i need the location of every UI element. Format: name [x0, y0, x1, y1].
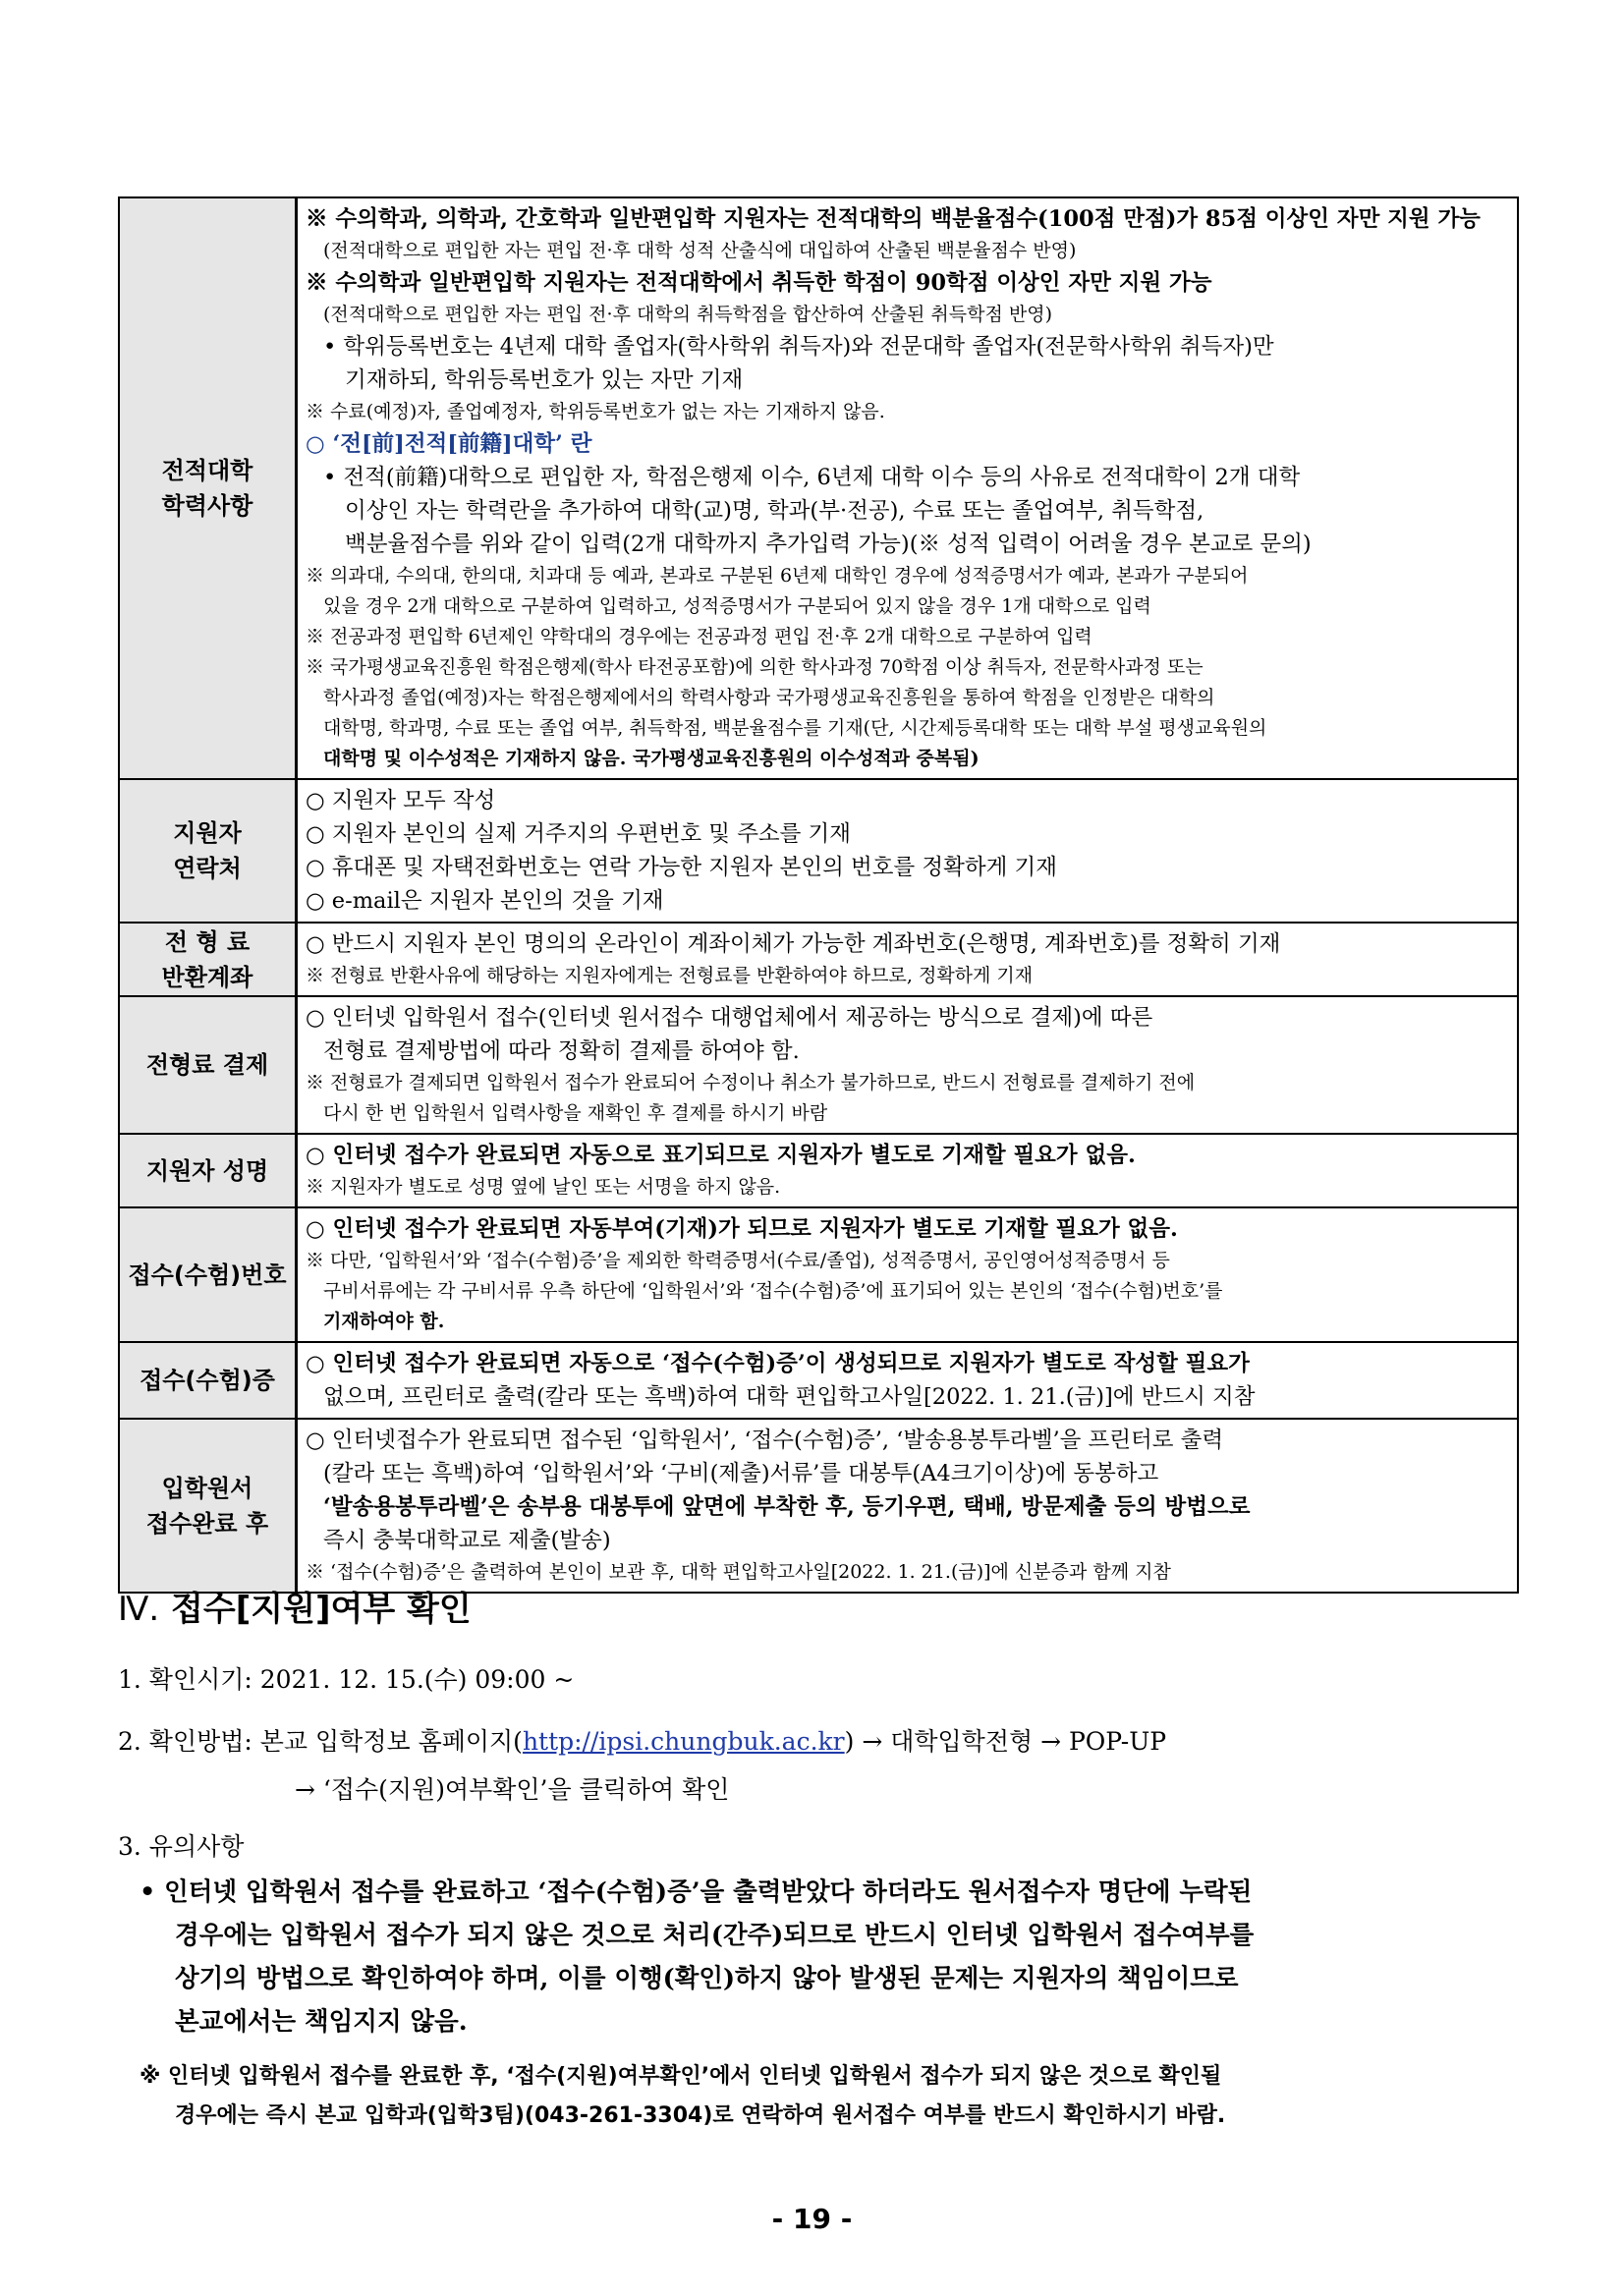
- row-content-exam-number: [297, 1207, 1519, 1342]
- application-guide-table: [118, 196, 1519, 1594]
- final-note-line: ※ 인터넷 입학원서 접수를 완료한 후, ‘접수(지원)여부확인’에서 인터넷 입학원서 접수가 되지 않은 것으로 확인될: [140, 2064, 1222, 2089]
- check-date-value: 2021. 12. 15.(수) 09:00 ~: [259, 1665, 575, 1694]
- precaution-line: 상기의 방법으로 확인하여야 하며, 이를 이행(확인)하지 않아 발생된 문제는 지원자의 책임이므로: [175, 1964, 1239, 1993]
- note-line: ※ 수료(예정)자, 졸업예정자, 학위등록번호가 없는 자는 기재하지 않음.: [306, 401, 885, 422]
- subheading-prior-prior-college: ○ ‘전[前]전적[前籍]대학’ 란: [306, 431, 592, 457]
- note-line: ※ 수의학과, 의학과, 간호학과 일반편입학 지원자는 전적대학의 백분율점수(100점 만점)가 85점 이상인 자만 지원 가능: [306, 206, 1481, 232]
- note-line: 다시 한 번 입학원서 입력사항을 재확인 후 결제를 하시기 바람: [323, 1102, 828, 1124]
- list-item: 즉시 충북대학교로 제출(발송): [323, 1528, 611, 1553]
- note-line: ※ 전형료 반환사유에 해당하는 지원자에게는 전형료를 반환하여야 하므로, 정확하게 기재: [306, 965, 1034, 986]
- check-date-label: 1. 확인시기:: [118, 1665, 252, 1694]
- page-number: - 19 -: [771, 2203, 853, 2235]
- row-content-contact: [297, 779, 1519, 923]
- note-line: ※ ‘접수(수험)증’은 출력하여 본인이 보관 후, 대학 편입학고사일[2022. 1. 21.(금)]에 신분증과 함께 지참: [306, 1561, 1171, 1583]
- row-header-fee-payment: 전형료 결제: [119, 996, 297, 1134]
- list-item: ○ 반드시 지원자 본인 명의의 온라인이 계좌이체가 가능한 계좌번호(은행명, 계좌번호)를 정확히 기재: [306, 931, 1281, 957]
- table-row-after-submission: [119, 1419, 1518, 1593]
- list-item: 전형료 결제방법에 따라 정확히 결제를 하여야 함.: [323, 1038, 800, 1064]
- check-method-line-2: → ‘접수(지원)여부확인’을 클릭하여 확인: [295, 1775, 730, 1804]
- section-number: Ⅳ.: [118, 1590, 160, 1629]
- table-row-exam-number: [119, 1207, 1518, 1342]
- table-row-exam-ticket: [119, 1342, 1518, 1419]
- row-header-prior-education: 전적대학 학력사항: [119, 197, 297, 779]
- list-item: ○ 인터넷 접수가 완료되면 자동부여(기재)가 되므로 지원자가 별도로 기재할 필요가 없음.: [306, 1216, 1178, 1242]
- precautions-label: 3. 유의사항: [118, 1832, 245, 1861]
- section-title: 접수[지원]여부 확인: [171, 1590, 472, 1629]
- row-header-contact: 지원자 연락처: [119, 779, 297, 923]
- table-row-applicant-name: [119, 1134, 1518, 1207]
- precaution-line: 경우에는 입학원서 접수가 되지 않은 것으로 처리(간주)되므로 반드시 인터넷 입학원서 접수여부를: [175, 1921, 1255, 1950]
- list-item: ○ 인터넷접수가 완료되면 접수된 ‘입학원서’, ‘접수(수험)증’, ‘발송용봉투라벨’을 프린터로 출력: [306, 1428, 1224, 1453]
- section-heading: [118, 1582, 472, 1630]
- note-line: (전적대학으로 편입한 자는 편입 전·후 대학 성적 산출식에 대입하여 산출된 백분율점수 반영): [323, 240, 1077, 261]
- list-item: ‘발송용봉투라벨’은 송부용 대봉투에 앞면에 부착한 후, 등기우편, 택배, 방문제출 등의 방법으로: [323, 1494, 1251, 1520]
- table-row-fee-payment: [119, 996, 1518, 1134]
- check-date-line: [118, 1660, 574, 1696]
- bullet-line: • 전적(前籍)대학으로 편입한 자, 학점은행제 이수, 6년제 대학 이수 등의 사유로 전적대학이 2개 대학: [323, 465, 1301, 490]
- note-line: 구비서류에는 각 구비서류 우측 하단에 ‘입학원서’와 ‘접수(수험)증’에 표기되어 있는 본인의 ‘접수(수험)번호’를: [323, 1280, 1223, 1302]
- note-line: ※ 지원자가 별도로 성명 옆에 날인 또는 서명을 하지 않음.: [306, 1176, 781, 1198]
- table-row-refund-account: [119, 923, 1518, 996]
- note-line: ※ 국가평생교육진흥원 학점은행제(학사 타전공포함)에 의한 학사과정 70학점 이상 취득자, 전문학사과정 또는: [306, 656, 1204, 678]
- list-item: ○ 지원자 본인의 실제 거주지의 우편번호 및 주소를 기재: [306, 821, 852, 847]
- note-line: 기재하여야 함.: [323, 1311, 445, 1332]
- list-item: ○ 인터넷 접수가 완료되면 자동으로 표기되므로 지원자가 별도로 기재할 필요가 없음.: [306, 1143, 1136, 1168]
- note-line: 대학명, 학과명, 수료 또는 졸업 여부, 취득학점, 백분율점수를 기재(단, 시간제등록대학 또는 대학 부설 평생교육원의: [323, 717, 1267, 739]
- final-note-line: 경우에는 즉시 본교 입학과(입학3팀)(043-261-3304)로 연락하여 원서접수 여부를 반드시 확인하시기 바람.: [175, 2103, 1226, 2128]
- check-method-line: 2. 확인방법: 본교 입학정보 홈페이지(http://ipsi.chungbuk.ac.kr) → 대학입학전형 → POP-UP: [118, 1727, 1167, 1756]
- note-line: 학사과정 졸업(예정)자는 학점은행제에서의 학력사항과 국가평생교육진흥원을 통하여 학점을 인정받은 대학의: [323, 687, 1215, 708]
- list-item: ○ 인터넷 입학원서 접수(인터넷 원서접수 대행업체에서 제공하는 방식으로 결제)에 따른: [306, 1005, 1153, 1031]
- row-header-after-submission: 입학원서 접수완료 후: [119, 1419, 297, 1593]
- note-line: ※ 의과대, 수의대, 한의대, 치과대 등 예과, 본과로 구분된 6년제 대학인 경우에 성적증명서가 예과, 본과가 구분되어: [306, 565, 1249, 587]
- admission-site-link[interactable]: http://ipsi.chungbuk.ac.kr: [522, 1727, 845, 1756]
- note-line: ※ 수의학과 일반편입학 지원자는 전적대학에서 취득한 학점이 90학점 이상인 자만 지원 가능: [306, 270, 1212, 296]
- note-line: 있을 경우 2개 대학으로 구분하여 입력하고, 성적증명서가 구분되어 있지 않을 경우 1개 대학으로 입력: [323, 595, 1151, 617]
- row-content-after-submission: [297, 1419, 1519, 1593]
- row-header-refund-account: 전 형 료 반환계좌: [119, 923, 297, 996]
- row-header-applicant-name: 지원자 성명: [119, 1134, 297, 1207]
- list-item: ○ 인터넷 접수가 완료되면 자동으로 ‘접수(수험)증’이 생성되므로 지원자가 별도로 작성할 필요가: [306, 1351, 1250, 1376]
- list-item: 없으며, 프린터로 출력(칼라 또는 흑백)하여 대학 편입학고사일[2022. 1. 21.(금)]에 반드시 지참: [323, 1384, 1256, 1410]
- table-row-contact: [119, 779, 1518, 923]
- list-item: ○ e-mail은 지원자 본인의 것을 기재: [306, 888, 664, 914]
- note-line: 대학명 및 이수성적은 기재하지 않음. 국가평생교육진흥원의 이수성적과 중복됨): [323, 748, 980, 769]
- note-line: ※ 다만, ‘입학원서’와 ‘접수(수험)증’을 제외한 학력증명서(수료/졸업), 성적증명서, 공인영어성적증명서 등: [306, 1250, 1170, 1271]
- bullet-line: 기재하되, 학위등록번호가 있는 자만 기재: [345, 367, 744, 393]
- list-item: ○ 휴대폰 및 자택전화번호는 연락 가능한 지원자 본인의 번호를 정확하게 기재: [306, 855, 1057, 880]
- note-line: ※ 전공과정 편입학 6년제인 약학대의 경우에는 전공과정 편입 전·후 2개 대학으로 구분하여 입력: [306, 626, 1092, 647]
- bullet-line: • 학위등록번호는 4년제 대학 졸업자(학사학위 취득자)와 전문대학 졸업자(전문학사학위 취득자)만: [323, 334, 1274, 360]
- row-header-exam-ticket: 접수(수험)증: [119, 1342, 297, 1419]
- bullet-line: 이상인 자는 학력란을 추가하여 대학(교)명, 학과(부·전공), 수료 또는 졸업여부, 취득학점,: [345, 498, 1204, 524]
- note-line: (전적대학으로 편입한 자는 편입 전·후 대학의 취득학점을 합산하여 산출된 취득학점 반영): [323, 304, 1053, 325]
- row-content-fee-payment: [297, 996, 1519, 1134]
- row-content-prior-education: [297, 197, 1519, 779]
- row-content-exam-ticket: [297, 1342, 1519, 1419]
- note-line: ※ 전형료가 결제되면 입학원서 접수가 완료되어 수정이나 취소가 불가하므로, 반드시 전형료를 결제하기 전에: [306, 1072, 1196, 1093]
- bullet-line: 백분율점수를 위와 같이 입력(2개 대학까지 추가입력 가능)(※ 성적 입력이 어려울 경우 본교로 문의): [345, 532, 1312, 557]
- table-row-prior-education: [119, 197, 1518, 779]
- precaution-line: • 인터넷 입학원서 접수를 완료하고 ‘접수(수험)증’을 출력받았다 하더라도 원서접수자 명단에 누락된: [140, 1877, 1253, 1907]
- row-header-exam-number: 접수(수험)번호: [119, 1207, 297, 1342]
- list-item: ○ 지원자 모두 작성: [306, 788, 496, 813]
- check-method-label: 2. 확인방법:: [118, 1727, 252, 1756]
- row-content-applicant-name: [297, 1134, 1519, 1207]
- precaution-line: 본교에서는 책임지지 않음.: [175, 2007, 468, 2037]
- row-content-refund-account: [297, 923, 1519, 996]
- list-item: (칼라 또는 흑백)하여 ‘입학원서’와 ‘구비(제출)서류’를 대봉투(A4크기이상)에 동봉하고: [323, 1461, 1159, 1486]
